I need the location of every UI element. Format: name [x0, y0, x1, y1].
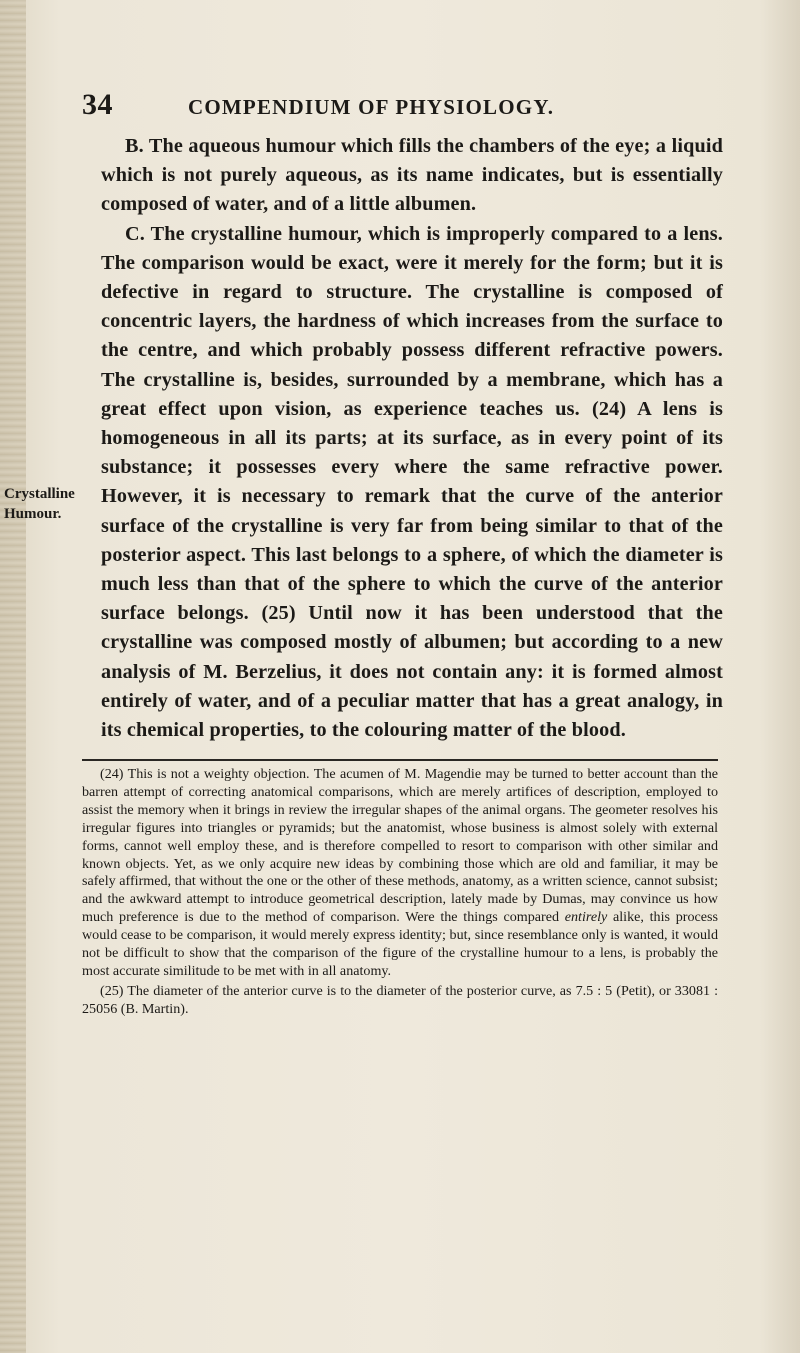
footnote-25: (25) The diameter of the anterior curve is to the diameter of the posterior curve, as 7.5 : 5 (Petit), or 33081 : 25056 (B. Martin).: [82, 982, 718, 1017]
page-header: [82, 88, 722, 128]
margin-note: [4, 484, 99, 524]
book-binding-edge: [0, 0, 26, 1353]
main-text: [101, 132, 723, 745]
page-number: 34: [82, 88, 113, 121]
paragraph-aqueous-humour: B. The aqueous humour which fills the chambers of the eye; a liquid which is not purely aqueous, as its name indicates, but is essentially composed of water, and of a little albumen.: [101, 135, 723, 216]
footnote-emphasis: entirely: [564, 909, 608, 926]
footnote-24: [82, 766, 718, 981]
footnote-divider: [82, 759, 718, 761]
margin-note-line: Crystalline: [4, 486, 75, 502]
running-title: COMPENDIUM OF PHYSIOLOGY.: [188, 95, 555, 119]
margin-note-line: Humour.: [4, 506, 62, 522]
footnote-text: alike, this process would cease to be comparison, it would merely express identity; but, since resemblance only is wanted, it would not be difficult to show that the comparison of the figure of the crystalline humour to a lens, is probably the most accurate similitude to be met with in all anatomy.: [82, 909, 718, 979]
paragraph-crystalline-humour: C. The crystalline humour, which is improperly compared to a lens. The comparison would be exact, were it merely for the form; but it is defective in regard to structure. The crystalline is composed of concentric layers, the hardness of which increases from the surface to the centre, and which probably possess different refractive powers. The crystalline is, besides, surrounded by a membrane, which has a great effect upon vision, as experience teaches us. (24) A lens is homogeneous in all its parts; at its surface, as in every point of its substance; it possesses every where the same refractive power. However, it is necessary to remark that the curve of the anterior surface of the crystalline is very far from being similar to that of the posterior aspect. This last belongs to a sphere, of which the diameter is much less than that of the sphere to which the curve of the anterior surface belongs. (25) Until now it has been understood that the crystalline was composed mostly of albumen; but according to a new analysis of M. Berzelius, it does not contain any: it is formed almost entirely of water, and of a peculiar matter that has a great analogy, in its chemical properties, to the colouring matter of the blood.: [101, 222, 723, 742]
footnotes: [82, 766, 718, 1019]
footnote-text: (24) This is not a weighty objection. The acumen of M. Magendie may be turned to better account than the barren attempt of correcting anatomical comparisons, which are merely artifices of description, employed to assist the memory when it brings in review the irregular shapes of the animal organs. The geometer resolves his irregular figures into triangles or pyramids; but the anatomist, whose business is almost solely with external forms, cannot well employ these, and is therefore compelled to resort to comparison with other similar and known objects. Yet, as we only acquire new ideas by combining those which are old and familiar, it may be safely affirmed, that without the one or the other of these methods, anatomy, as a written science, cannot subsist; and the awkward attempt to introduce geometrical description, lately made by Dumas, may convince us how much preference is due to the method of comparison. Were the things compared: [82, 766, 718, 926]
